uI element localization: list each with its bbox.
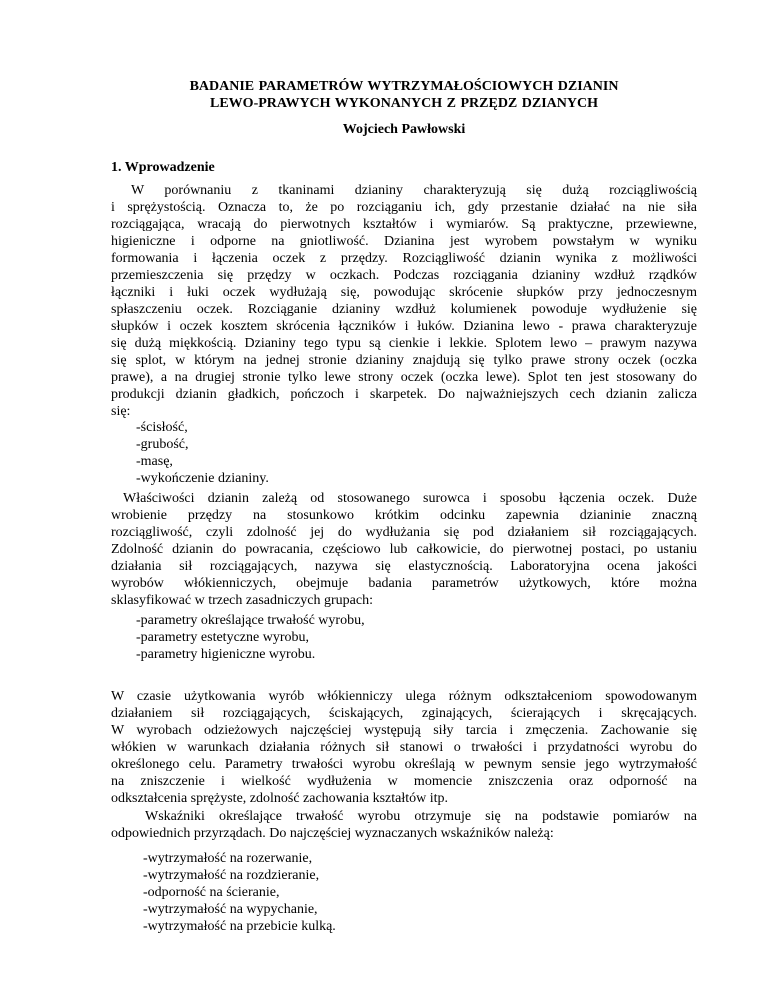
- list-item: -wytrzymałość na przebicie kulką.: [143, 919, 336, 934]
- paragraph-line: działania sił rozciągających, nazywa się elastycznością. Laboratoryjna ocena jakości: [111, 559, 697, 574]
- paragraph-1: [111, 182, 697, 420]
- paragraph-line: prawe), a na drugiej stronie tylko lewe strony oczek (oczka lewe). Splot ten jest stosowany do: [111, 370, 697, 385]
- list-durability-indicators: [143, 850, 336, 935]
- list-parameter-groups: [136, 612, 365, 663]
- paragraph-line: działaniem sił rozciągających, ściskających, zginających, ścierających i skręcających.: [111, 706, 697, 721]
- paragraph-line: sklasyfikować w trzech zasadniczych grupach:: [111, 593, 373, 608]
- paragraph-line: produkcji dzianin gładkich, pończoch i skarpetek. Do najważniejszych cech dzianin zalicza: [111, 387, 697, 402]
- paragraph-line: określonego celu. Parametry trwałości wyrobu określają w pewnym sensie jego wytrzymałość: [111, 757, 697, 772]
- list-item: -parametry higieniczne wyrobu.: [136, 647, 316, 662]
- list-item: -masę,: [136, 454, 173, 469]
- paragraph-line: spłaszczeniu oczek. Rozciąganie dzianiny wzdłuż kolumienek powoduje wydłużenie się: [111, 302, 697, 317]
- title-line-2: LEWO-PRAWYCH WYKONANYCH Z PRZĘDZ DZIANYCH: [210, 96, 598, 111]
- paragraph-4: [111, 808, 697, 842]
- paragraph-3: [111, 688, 697, 807]
- paragraph-line: W porównaniu z tkaninami dzianiny charakteryzują się dużą rozciągliwością: [131, 183, 697, 198]
- paragraph-line: Właściwości dzianin zależą od stosowanego surowca i sposobu łączenia oczek. Duże: [123, 491, 697, 506]
- paragraph-line: rozciągająca, wracają do pierwotnych kształtów i wymiarów. Są praktyczne, przewiewne,: [111, 217, 697, 232]
- paragraph-line: rozciągliwość, czyli zdolność jej do wydłużania się pod działaniem sił rozciągających.: [111, 525, 697, 540]
- list-knit-features: [136, 419, 269, 487]
- paragraph-line: słupków i oczek kosztem skrócenia łączników i łuków. Dzianina lewo - prawa charakteryzuje: [111, 319, 697, 334]
- paragraph-line: i sprężystością. Oznacza to, że po rozciąganiu ich, gdy przestanie działać na nie siła: [111, 200, 697, 215]
- paragraph-2: [111, 490, 697, 609]
- paragraph-line: Zdolność dzianin do powracania, częściowo lub całkowicie, do pierwotnej postaci, po ustaniu: [111, 542, 697, 557]
- list-item: -wykończenie dzianiny.: [136, 471, 269, 486]
- paragraph-line: odkształcenia sprężyste, zdolność zachowania kształtów itp.: [111, 791, 449, 806]
- paragraph-line: Wskaźniki określające trwałość wyrobu otrzymuje się na podstawie pomiarów na: [145, 809, 697, 824]
- list-item: -parametry estetyczne wyrobu,: [136, 630, 309, 645]
- paragraph-line: W wyrobach odzieżowych najczęściej występują siły tarcia i zmęczenia. Zachowanie się: [111, 723, 697, 738]
- paragraph-line: higieniczne i odporne na gniotliwość. Dzianina jest wyrobem powstałym w wyniku: [111, 234, 697, 249]
- list-item: -wytrzymałość na rozdzieranie,: [143, 868, 320, 883]
- title-line-1: BADANIE PARAMETRÓW WYTRZYMAŁOŚCIOWYCH DZIANIN: [189, 79, 619, 94]
- list-item: -grubość,: [136, 437, 189, 452]
- paragraph-line: W czasie użytkowania wyrób włókienniczy ulega różnym odkształceniom spowodowanym: [111, 689, 697, 704]
- list-item: -wytrzymałość na wypychanie,: [143, 902, 318, 917]
- list-item: -wytrzymałość na rozerwanie,: [143, 851, 313, 866]
- list-item: -odporność na ścieranie,: [143, 885, 280, 900]
- paragraph-line: się dużą miękkością. Dzianiny tego typu są cienkie i lekkie. Splotem lewo – prawym nazywa: [111, 336, 697, 351]
- document-title: [111, 78, 697, 112]
- paragraph-line: przemieszczenia się przędzy w oczkach. Podczas rozciągania dzianiny wzdłuż rządków: [111, 268, 697, 283]
- list-item: -parametry określające trwałość wyrobu,: [136, 613, 365, 628]
- paragraph-line: odpowiednich przyrządach. Do najczęściej wyznaczanych wskaźników należą:: [111, 826, 554, 841]
- paragraph-line: na zniszczenie i wielkość wydłużenia w momencie zniszczenia oraz odporność na: [111, 774, 697, 789]
- paragraph-line: formowania i łączenia oczek z przędzy. Rozciągliwość dzianin wynika z możliwości: [111, 251, 697, 266]
- paragraph-line: łączniki i łuki oczek wydłużają się, powodując skrócenie słupków przy jednoczesnym: [111, 285, 697, 300]
- list-item: -ścisłość,: [136, 420, 188, 435]
- paragraph-line: włókien w warunkach działania różnych sił stanowi o trwałości i przydatności wyrobu do: [111, 740, 697, 755]
- paragraph-line: się:: [111, 404, 131, 419]
- paragraph-line: wyrobów włókienniczych, obejmuje badania parametrów użytkowych, które można: [111, 576, 697, 591]
- paragraph-line: wrobienie przędzy na stosunkowo krótkim odcinku zapewnia dzianinie znaczną: [111, 508, 697, 523]
- paragraph-line: się splot, w którym na jednej stronie dzianiny znajdują się tylko prawe strony oczek (oczka: [111, 353, 697, 368]
- section-heading: 1. Wprowadzenie: [111, 160, 215, 175]
- author-name: Wojciech Pawłowski: [342, 122, 466, 137]
